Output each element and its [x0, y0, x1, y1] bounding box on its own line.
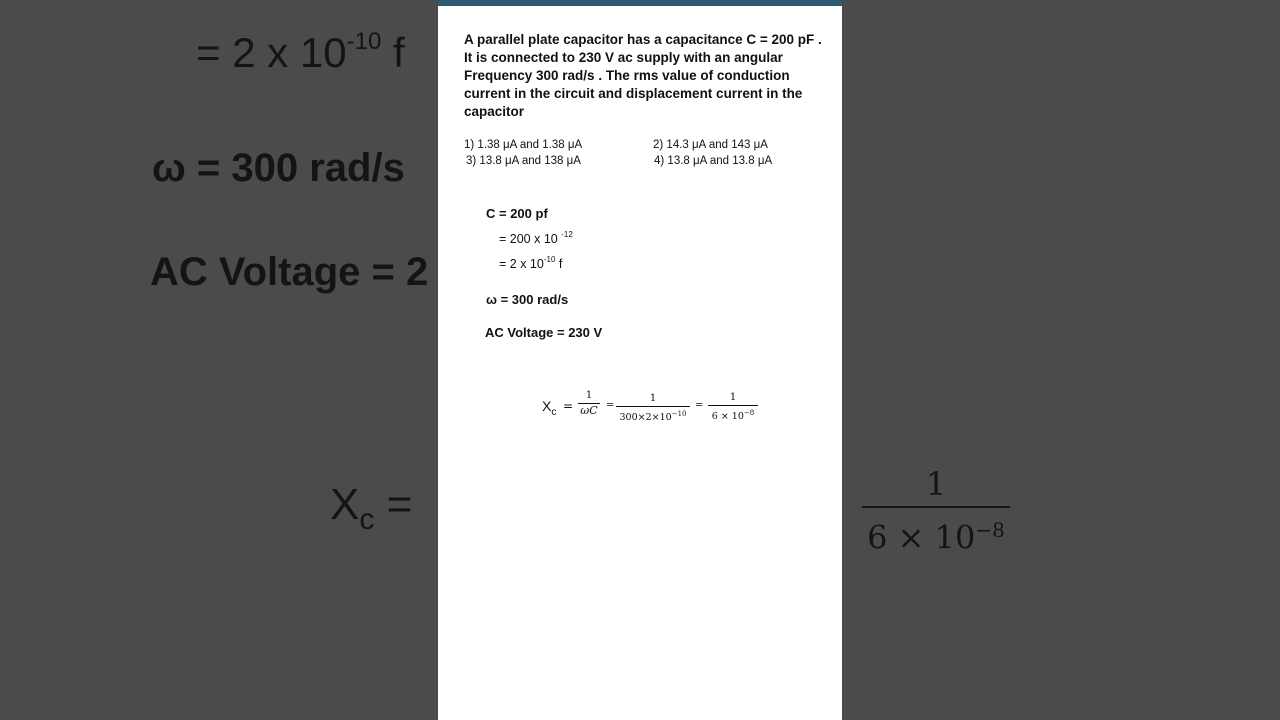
given-capacitance: C = 200 pf — [486, 206, 548, 221]
equals-2: = — [606, 400, 615, 411]
bg-fraction-num: 1 — [925, 465, 947, 503]
fraction-1 — [578, 390, 600, 417]
reactance-sub: c — [551, 406, 557, 418]
fraction-3-bar — [708, 405, 758, 406]
reactance-symbol — [542, 398, 556, 418]
option-3: 3) 13.8 μA and 138 μA — [466, 155, 581, 167]
fraction-3-den — [708, 407, 758, 423]
bg-xc-letter: X — [330, 480, 360, 529]
capacitance-step-1 — [499, 230, 573, 246]
fraction-1-den: ωC — [580, 404, 598, 417]
fraction-2-den-exp: −10 — [671, 410, 687, 418]
question-text: A parallel plate capacitor has a capacitance C = 200 pF . It is connected to 230 V ac supply with an angular Frequency 300 rad/s . The rms value of conduction current in the circuit and displacement current in the capacitor — [464, 32, 822, 119]
fraction-2-bar — [616, 406, 690, 407]
fraction-3 — [708, 392, 758, 423]
bg-capacitance-unit: f — [392, 29, 405, 76]
bg-voltage-line: AC Voltage = 2 — [150, 250, 429, 294]
capacitance-step-2-unit: f — [558, 257, 563, 271]
bg-omega-line: ω = 300 rad/s — [152, 146, 405, 190]
fraction-3-den-text: 6 × 10 — [711, 411, 744, 423]
given-voltage: AC Voltage = 230 V — [485, 325, 603, 340]
bg-xc-equals: = — [386, 480, 413, 529]
capacitance-step-2-text: = 2 x 10 — [499, 257, 544, 271]
equals-3: = — [695, 400, 704, 411]
bg-fraction-den-text: 6 × 10 — [867, 518, 976, 557]
capacitance-step-2-exp: -10 — [543, 255, 556, 264]
slide-accent-bar — [438, 0, 842, 6]
bg-capacitance-exp: -10 — [346, 28, 382, 55]
bg-fraction — [862, 462, 1010, 560]
bg-capacitance-text: = 2 x 10 — [196, 29, 347, 76]
capacitance-step-1-exp: -12 — [561, 230, 573, 239]
fraction-1-num: 1 — [585, 390, 593, 401]
fraction-2-den-text: 300×2×10 — [619, 412, 672, 424]
equals-1: = — [563, 399, 574, 413]
fraction-2 — [616, 393, 690, 424]
capacitance-step-2 — [499, 255, 562, 271]
option-1: 1) 1.38 μA and 1.38 μA — [464, 139, 583, 151]
bg-fraction-den-exp: −8 — [975, 518, 1005, 542]
bg-fraction-den — [862, 508, 1010, 560]
bg-xc-sub: c — [359, 502, 375, 536]
option-2: 2) 14.3 μA and 143 μA — [653, 139, 768, 151]
fraction-3-den-exp: −8 — [743, 409, 755, 417]
bg-capacitance-line — [196, 28, 405, 77]
slide-card — [438, 0, 842, 720]
fraction-2-den — [616, 408, 690, 424]
bg-xc-line — [330, 480, 412, 537]
fraction-2-num: 1 — [649, 393, 657, 404]
reactance-x: X — [542, 398, 552, 414]
capacitance-step-1-text: = 200 x 10 — [499, 232, 558, 246]
given-omega: ω = 300 rad/s — [486, 292, 569, 307]
fraction-3-num: 1 — [729, 392, 737, 403]
option-4: 4) 13.8 μA and 13.8 μA — [654, 155, 773, 167]
